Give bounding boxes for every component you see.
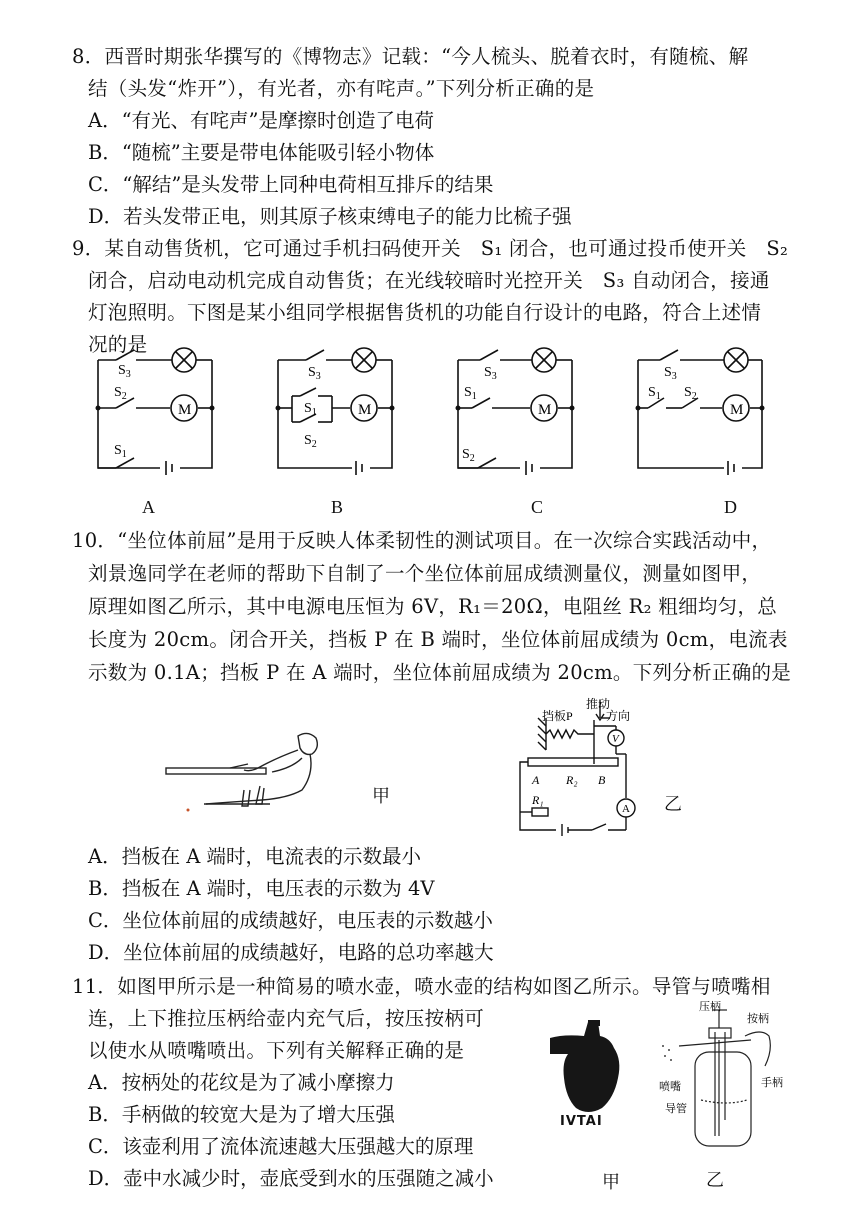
q8-stem-line-2: 结（头发“炸开”），有光者，亦有咤声。”下列分析正确的是	[88, 77, 595, 100]
svg-text:B: B	[598, 773, 606, 787]
q9-stem-line-3: 灯泡照明。下图是某小组同学根据售货机的功能自行设计的电路，符合上述情	[88, 301, 762, 324]
circuit-label-a: A	[142, 497, 155, 517]
svg-text:S2: $S_2$	[462, 447, 475, 464]
svg-text:压柄: 压柄	[699, 1001, 721, 1013]
fig-jia-label-q10: 甲	[372, 786, 390, 806]
svg-text:S1: $S_1$	[648, 385, 661, 402]
svg-text:A: A	[532, 773, 540, 787]
fig-jia-label-q11: 甲	[602, 1172, 620, 1192]
svg-text:S1: $S_1$	[114, 443, 127, 460]
svg-text:S3: $S_3$	[484, 365, 497, 382]
q10-stem-line-1: 10．“坐位体前屈”是用于反映人体柔韧性的测试项目。在一次综合实践活动中，	[72, 529, 772, 552]
svg-text:导管: 导管	[665, 1103, 687, 1115]
circuit-label-c: C	[531, 497, 544, 517]
circuit-diagram-a	[90, 340, 220, 480]
svg-text:推动: 推动	[586, 697, 611, 711]
q10-option-c: C．坐位体前屈的成绩越好，电压表的示数越小	[88, 909, 493, 932]
svg-text:V: V	[612, 733, 619, 745]
q10-option-a: A．挡板在 A 端时，电流表的示数最小	[88, 845, 422, 868]
q11-option-c: C．该壶利用了流体流速越大压强越大的原理	[88, 1135, 474, 1158]
circuit-label-d: D	[724, 497, 737, 517]
q8-stem-line-1: 8．西晋时期张华撰写的《博物志》记载：“今人梳头、脱着衣时，有随梳、解	[72, 45, 749, 68]
svg-text:手柄: 手柄	[761, 1077, 783, 1089]
q11-option-a: A．按柄处的花纹是为了减小摩擦力	[88, 1071, 395, 1094]
svg-text:S3: $S_3$	[118, 363, 131, 380]
q11-stem-line-1: 11．如图甲所示是一种简易的喷水壶，喷水壶的结构如图乙所示。导管与喷嘴相	[72, 975, 771, 998]
svg-text:S2: $S_2$	[304, 433, 317, 450]
circuit-diagram-c	[450, 340, 580, 480]
q11-option-b: B．手柄做的较宽大是为了增大压强	[88, 1103, 395, 1126]
circuit-diagram-d	[630, 340, 770, 480]
q10-stem-line-5: 示数为 0.1A；挡板 P 在 A 端时，坐位体前屈成绩为 20cm。下列分析正确的是	[88, 661, 792, 684]
svg-text:方向: 方向	[606, 709, 631, 723]
q11-option-d: D．壶中水减少时，壶底受到水的压强随之减小	[88, 1167, 494, 1190]
fig-yi-label-q10: 乙	[664, 794, 682, 814]
q8-option-d: D．若头发带正电，则其原子核束缚电子的能力比梳子强	[88, 205, 572, 228]
q10-option-d: D．坐位体前屈的成绩越好，电路的总功率越大	[88, 941, 494, 964]
q9-stem-line-2: 闭合，启动电动机完成自动售货；在光线较暗时光控开关 S₃ 自动闭合，接通	[88, 269, 770, 292]
svg-text:挡板P: 挡板P	[542, 709, 573, 723]
svg-text:M: M	[730, 402, 744, 418]
fig-yi-label-q11: 乙	[706, 1170, 724, 1190]
sit-reach-circuit-diagram	[510, 690, 660, 840]
svg-text:M: M	[178, 402, 192, 418]
q8-option-a: A．“有光、有咤声”是摩擦时创造了电荷	[88, 109, 435, 132]
svg-text:M: M	[538, 402, 552, 418]
q11-stem-line-2: 连，上下推拉压柄给壶内充气后，按压按柄可	[88, 1007, 485, 1030]
svg-text:S1: $S_1$	[304, 401, 317, 418]
svg-text:S2: $S_2$	[684, 385, 697, 402]
svg-text:R₂: R₂	[566, 773, 578, 787]
q8-option-b: B．“随梳”主要是带电体能吸引轻小物体	[88, 141, 435, 164]
svg-text:S3: $S_3$	[308, 365, 321, 382]
q9-stem-line-4: 况的是	[88, 333, 148, 356]
q10-stem-line-4: 长度为 20cm。闭合开关，挡板 P 在 B 端时，坐位体前屈成绩为 0cm，电流表	[88, 628, 788, 651]
bottle-brand-logo: IVTAI	[560, 1114, 603, 1129]
q10-stem-line-3: 原理如图乙所示，其中电源电压恒为 6V，R₁＝20Ω，电阻丝 R₂ 粗细均匀，总	[88, 595, 778, 618]
q10-option-b: B．挡板在 A 端时，电压表的示数为 4V	[88, 877, 435, 900]
svg-text:S3: $S_3$	[664, 365, 677, 382]
svg-text:S2: $S_2$	[114, 385, 127, 402]
svg-text:R₁: R₁	[532, 793, 544, 807]
sit-and-reach-illustration	[160, 728, 360, 818]
q8-option-c: C．“解结”是头发带上同种电荷相互排斥的结果	[88, 173, 494, 196]
circuit-label-b: B	[331, 497, 344, 517]
svg-text:喷嘴: 喷嘴	[659, 1081, 681, 1093]
svg-text:A: A	[622, 803, 630, 815]
q9-stem-line-1: 9．某自动售货机，它可通过手机扫码使开关 S₁ 闭合，也可通过投币使开关 S₂	[72, 237, 789, 260]
svg-text:S1: $S_1$	[464, 385, 477, 402]
circuit-diagram-b	[270, 340, 400, 480]
spray-bottle-structure-diagram	[655, 1000, 785, 1160]
q10-stem-line-2: 刘景逸同学在老师的帮助下自制了一个坐位体前屈成绩测量仪，测量如图甲，	[88, 562, 762, 585]
svg-text:按柄: 按柄	[747, 1013, 769, 1025]
q11-stem-line-3: 以使水从喷嘴喷出。下列有关解释正确的是	[88, 1039, 465, 1062]
svg-text:M: M	[358, 402, 372, 418]
